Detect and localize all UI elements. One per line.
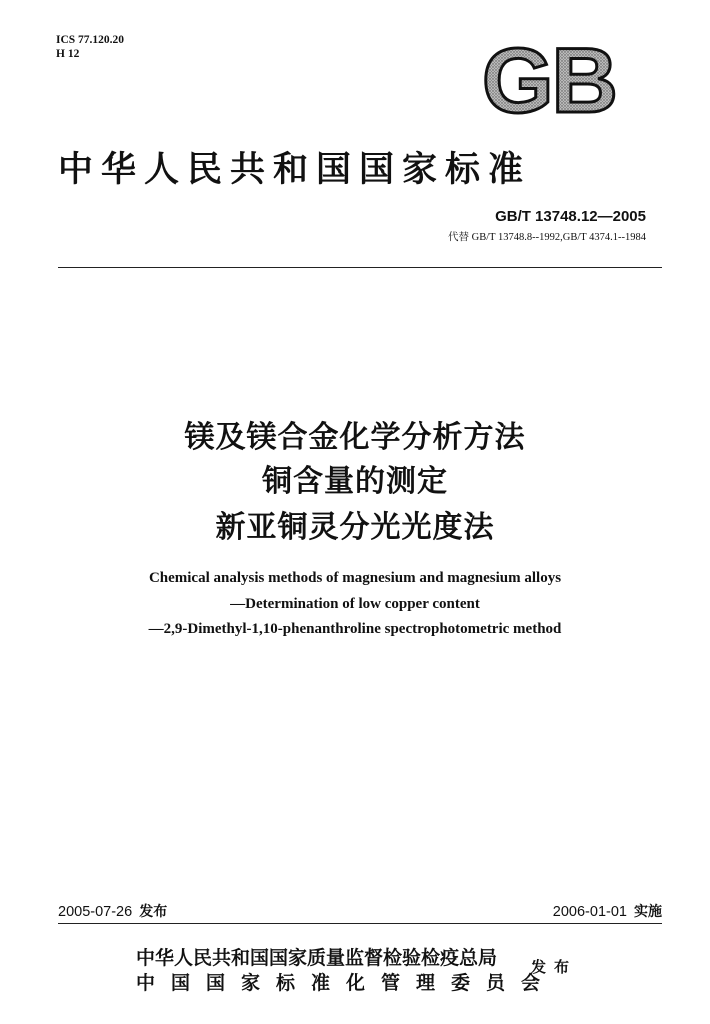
footer-divider xyxy=(58,923,662,924)
issuer-line-2: 中国国家标准化管理委员会 xyxy=(136,972,557,994)
issue-date: 2005-07-26 xyxy=(58,904,133,920)
issue-label: 发布 xyxy=(139,904,168,920)
replaces-note: 代替 GB/T 13748.8--1992,GB/T 4374.1--1984 xyxy=(448,232,646,243)
gb-logo-text: GB xyxy=(482,42,616,120)
cn-title-line-3: 新亚铜灵分光光度法 xyxy=(215,510,495,545)
header-divider xyxy=(58,267,662,268)
cn-title-line-1: 镁及镁合金化学分析方法 xyxy=(184,420,526,455)
ccs-code: H 12 xyxy=(56,48,80,60)
standard-number: GB/T 13748.12—2005 xyxy=(495,208,646,225)
issue-date-block xyxy=(58,901,167,921)
en-title-line-2: —Determination of low copper content xyxy=(230,596,480,612)
implement-date: 2006-01-01 xyxy=(552,904,627,920)
ics-code: ICS 77.120.20 xyxy=(56,34,125,46)
publish-label: 发布 xyxy=(531,958,578,976)
cn-title-line-2: 铜含量的测定 xyxy=(262,464,448,499)
classification-codes xyxy=(56,33,124,61)
national-standard-title: 中华人民共和国国家标准 xyxy=(58,149,532,190)
implement-date-block xyxy=(553,901,662,921)
en-title-line-3: —2,9-Dimethyl-1,10-phenanthroline spectrophotometric method xyxy=(148,621,562,637)
gb-logo xyxy=(474,42,624,120)
implement-label: 实施 xyxy=(634,904,662,920)
en-title-line-1: Chemical analysis methods of magnesium and magnesium alloys xyxy=(148,570,562,586)
issuer-line-1: 中华人民共和国国家质量监督检验检疫总局 xyxy=(136,947,498,969)
